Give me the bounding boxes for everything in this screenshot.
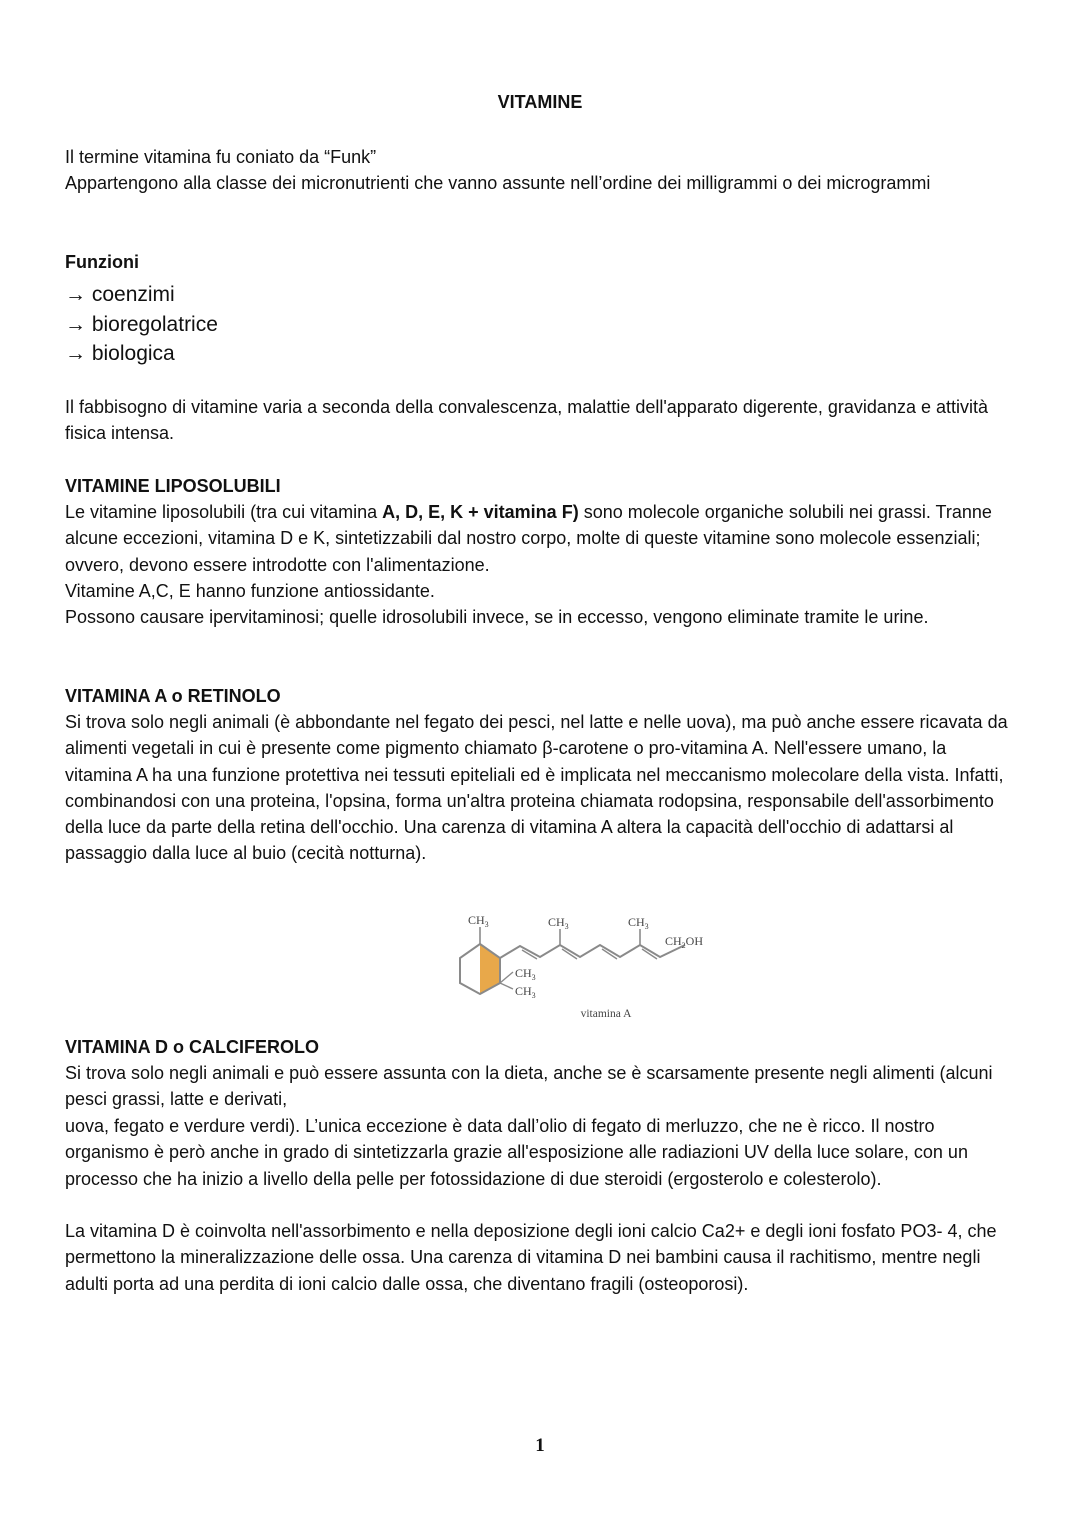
vitamina-d-heading: VITAMINA D o CALCIFEROLO (65, 1037, 319, 1057)
funzioni-heading: Funzioni (65, 252, 139, 272)
intro-line-1: Il termine vitamina fu coniato da “Funk” (65, 147, 377, 167)
liposolubili-text-post: sono molecole organiche solubili nei grassi. Tranne alcune eccezioni, vitamina D e K, sintetizzabili dal nostro corpo, molte di queste vitamine sono molecole essenziali; ovvero, devono essere introdotte con l'alimentazione. (65, 502, 992, 575)
vitamina-d-paragraph-2: uova, fegato e verdure verdi). L’unica eccezione è data dall’olio di fegato di merluzzo, che ne è ricco. Il nostro organismo è però anche in grado di sintetizzarla grazie all'esposizione alle radiazioni UV della luce solare, con un processo che ha inizio a livello della pelle per fotossidazione di due steroidi (ergosterolo e colesterolo). (65, 1116, 968, 1189)
list-item: → biologica (65, 342, 175, 365)
liposolubili-paragraph-2: Vitamine A,C, E hanno funzione antiossidante. (65, 581, 435, 601)
liposolubili-paragraph-3: Possono causare ipervitaminosi; quelle idrosolubili invece, se in eccesso, vengono eliminate tramite le urine. (65, 607, 929, 627)
gem-methyl-bond-2 (500, 983, 513, 989)
fabbisogno-paragraph: Il fabbisogno di vitamine varia a seconda della convalescenza, malattie dell'apparato digerente, gravidanza e attività fisica intensa. (65, 397, 989, 444)
intro-line-2: Appartengono alla classe dei micronutrienti che vanno assunte nell’ordine dei milligrammi o dei microgrammi (65, 173, 931, 193)
vitamina-d-paragraph-3: La vitamina D è coinvolta nell'assorbimento e nella deposizione degli ioni calcio Ca2+ e degli ioni fosfato PO3- 4, che permettono la mineralizzazione delle ossa. Una carenza di vitamina D nei bambini causa il rachitismo, mentre negli adulti porta ad una perdita di ioni calcio dalle ossa, che diventano fragili (osteoporosi). (65, 1221, 997, 1294)
methyl-label-ring: $CH_3$ (468, 913, 489, 929)
vitamina-a-heading: VITAMINA A o RETINOLO (65, 686, 281, 706)
page-number: 1 (535, 1435, 545, 1456)
vitamina-d-paragraph-1: Si trova solo negli animali e può essere assunta con la dieta, anche se è scarsamente presente negli alimenti (alcuni pesci grassi, latte e derivati, (65, 1063, 993, 1110)
liposolubili-text-pre: Le vitamine liposolubili (tra cui vitamina (65, 502, 383, 522)
list-item: → bioregolatrice (65, 312, 218, 336)
polyene-chain (500, 945, 685, 958)
figure-caption: vitamina A (580, 1008, 632, 1020)
vitamin-a-structure-figure (380, 897, 710, 1027)
methyl-label-chain-1: $CH_3$ (548, 915, 569, 931)
vitamin-a-molecule-diagram (380, 897, 710, 1027)
funzioni-list (65, 280, 218, 369)
liposolubili-paragraph-1 (65, 499, 1015, 578)
methyl-label-gem-2: $CH_3$ (515, 984, 536, 1000)
ch2oh-label: $CH_2OH$ (665, 934, 704, 950)
liposolubili-heading: VITAMINE LIPOSOLUBILI (65, 476, 281, 496)
vitamina-a-paragraph: Si trova solo negli animali (è abbondante nel fegato dei pesci, nel latte e nelle uova), ma può anche essere ricavata da alimenti vegetali in cui è presente come pigmento chiamato β-carotene o pro-vitamina A. Nell'essere umano, la vitamina A ha una funzione protettiva nei tessuti epiteliali ed è implicata nel meccanismo molecolare della vista. Infatti, combinandosi con una proteina, l'opsina, forma un'altra proteina chiamata rodopsina, responsabile dell'assorbimento della luce da parte della retina dell'occhio. Una carenza di vitamina A altera la capacità dell'occhio di adattarsi al passaggio dalla luce al buio (cecità notturna). (65, 712, 1008, 864)
list-item: → coenzimi (65, 283, 175, 306)
liposolubili-vitamin-list: A, D, E, K + vitamina F) (382, 502, 579, 522)
methyl-label-chain-2: $CH_3$ (628, 915, 649, 931)
methyl-label-gem-1: $CH_3$ (515, 966, 536, 982)
gem-methyl-bond-1 (500, 972, 513, 983)
page-title: VITAMINE (497, 92, 583, 112)
